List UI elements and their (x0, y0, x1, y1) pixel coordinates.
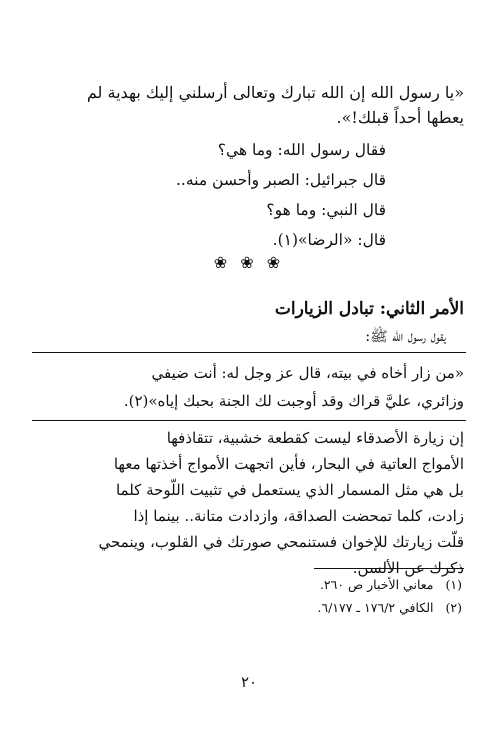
footnote-item (42, 573, 462, 596)
paragraph-line: الأمواج العاتية في البحار، فأين اتجهت الأمواج أخذتها معها (113, 455, 464, 473)
footnote-number: (١) (445, 577, 462, 592)
section-heading: الأمر الثاني: تبادل الزيارات (274, 299, 464, 319)
body-paragraph (32, 425, 464, 581)
footnote-number: (٢) (445, 600, 462, 615)
dialogue-line: قال جبرائيل: الصبر وأحسن منه.. (175, 171, 386, 189)
dialogue-line: قال: «الرضا»(١). (272, 231, 386, 249)
page-number: ٢٠ (240, 673, 258, 691)
paragraph-line: ذكرك عن الألسن. (352, 559, 464, 577)
footnotes (42, 573, 462, 619)
quote-line: «من زار أخاه في بيته، قال عز وجل له: أنت ضيفي (151, 364, 464, 382)
quote-line: يعطها أحداً قبلك!». (336, 108, 464, 127)
quote-line: «يا رسول الله إن الله تبارك وتعالى أرسلني إليك بهدية لم (86, 83, 464, 102)
hadith-quote-visit (44, 359, 464, 415)
dialogue-block (86, 135, 386, 255)
footnote-text: معاني الأخبار ص ٢٦٠. (319, 577, 434, 592)
section-intro: يقول رسول الله ﷺ: (365, 329, 446, 345)
dialogue-line: قال النبي: وما هو؟ (266, 201, 386, 219)
footnote-rule (314, 568, 464, 569)
section-divider-ornament: ❀ ❀ ❀ (213, 253, 285, 272)
hadith-quote-gift (44, 80, 464, 130)
footnote-text: الكافي ١٧٦/٢ ـ ٦/١٧٧. (317, 600, 434, 615)
paragraph-line: إن زيارة الأصدقاء ليست كقطعة خشبية، تتقاذفها (166, 429, 464, 447)
quote-bottom-rule (32, 420, 466, 421)
quote-top-rule (32, 352, 466, 353)
paragraph-line: زادت، كلما تمحضت الصداقة، وازدادت متانة.. بينما إذا (133, 507, 464, 525)
dialogue-line: فقال رسول الله: وما هي؟ (217, 141, 386, 159)
footnote-item (42, 596, 462, 619)
paragraph-line: قلّت زيارتك للإخوان فستنمحي صورتك في القلوب، وينمحي (98, 533, 464, 551)
paragraph-line: بل هي مثل المسمار الذي يستعمل في تثبيت اللّوحة كلما (115, 481, 464, 499)
quote-line: وزائري، عليَّ قراك وقد أوجبت لك الجنة بحبك إياه»(٢). (123, 392, 464, 410)
